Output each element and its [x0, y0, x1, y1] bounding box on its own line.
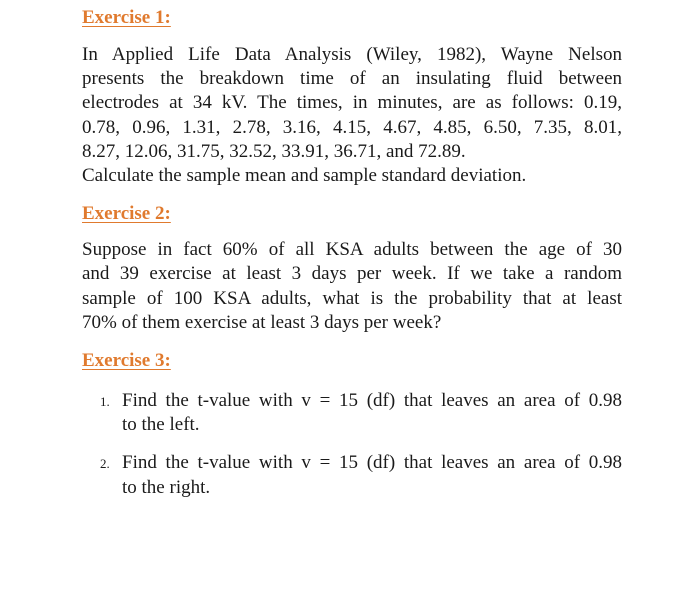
exercise-1-line: presents the breakdown time of an insulating fluid between — [82, 68, 622, 90]
exercise-1-line: electrodes at 34 kV. The times, in minutes, are as follows: 0.19, — [82, 92, 622, 114]
list-item-line: to the left. — [122, 414, 200, 436]
list-item-number: 1. — [100, 394, 110, 410]
list-item-number: 2. — [100, 456, 110, 472]
list-item — [82, 451, 622, 499]
exercise-2-line: Suppose in fact 60% of all KSA adults between the age of 30 — [82, 239, 622, 261]
exercise-2-line: 70% of them exercise at least 3 days per week? — [82, 311, 442, 333]
exercise-3-heading: Exercise 3: — [82, 350, 171, 372]
exercise-1-section — [82, 6, 622, 188]
exercise-2-section — [82, 202, 622, 335]
exercise-1-text — [82, 43, 622, 188]
list-item-line: Find the t-value with v = 15 (df) that leaves an area of 0.98 — [122, 390, 622, 412]
exercise-1-line: In Applied Life Data Analysis (Wiley, 1982), Wayne Nelson — [82, 44, 622, 65]
document-page — [82, 4, 622, 516]
exercise-1-heading: Exercise 1: — [82, 7, 171, 28]
exercise-3-section — [82, 349, 622, 500]
exercise-2-line: and 39 exercise at least 3 days per week. If we take a random — [82, 263, 622, 285]
list-item-line: to the right. — [122, 476, 211, 498]
exercise-2-text — [82, 238, 622, 335]
exercise-3-list — [82, 389, 622, 500]
exercise-2-line: sample of 100 KSA adults, what is the probability that at least — [82, 287, 622, 309]
exercise-1-line: 8.27, 12.06, 31.75, 32.52, 33.91, 36.71, and 72.89. — [82, 140, 466, 162]
list-item-line: Find the t-value with v = 15 (df) that leaves an area of 0.98 — [122, 452, 622, 474]
list-item — [82, 389, 622, 437]
exercise-1-line: 0.78, 0.96, 1.31, 2.78, 3.16, 4.15, 4.67, 4.85, 6.50, 7.35, 8.01, — [82, 116, 622, 138]
exercise-1-line: Calculate the sample mean and sample standard deviation. — [82, 165, 527, 187]
exercise-2-heading: Exercise 2: — [82, 203, 171, 225]
